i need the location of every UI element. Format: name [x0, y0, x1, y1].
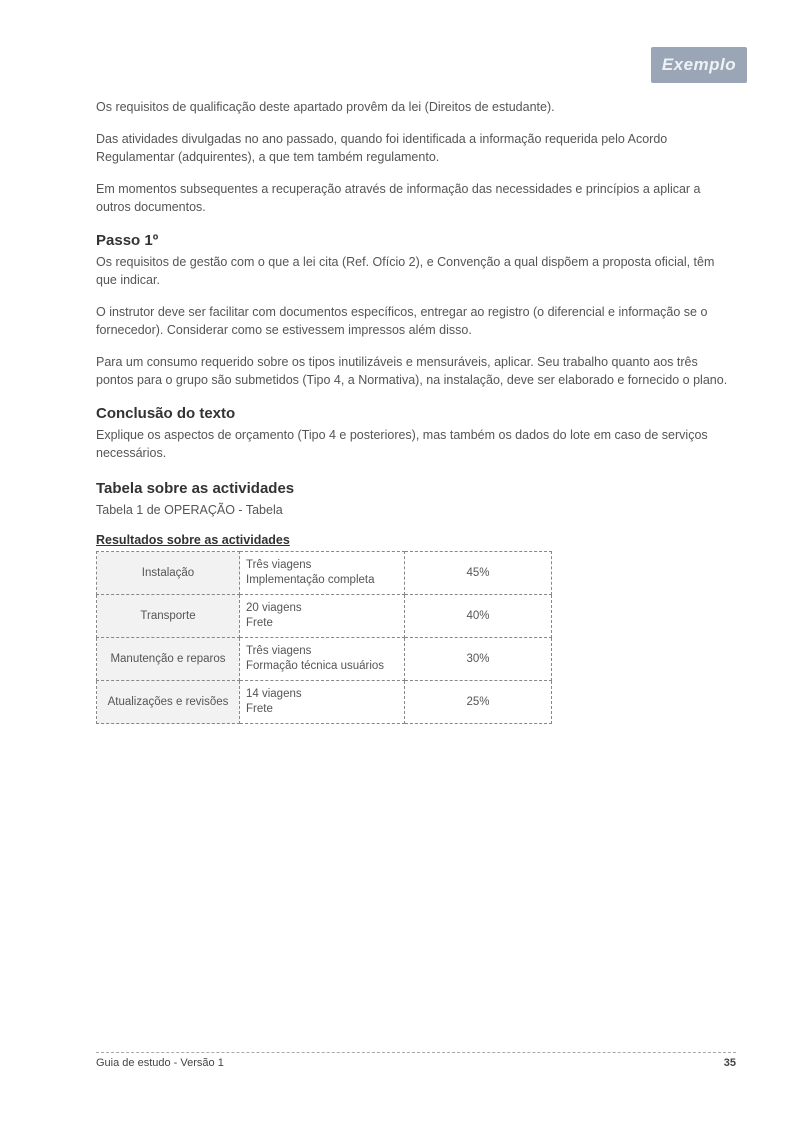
- detail-line-1: 14 viagens: [246, 688, 302, 700]
- section-3-subtitle: Tabela 1 de OPERAÇÃO - Tabela: [96, 503, 283, 517]
- activity-name: Instalação: [97, 552, 240, 595]
- activity-detail: [240, 681, 405, 724]
- activity-name: Atualizações e revisões: [97, 681, 240, 724]
- detail-line-1: 20 viagens: [246, 602, 302, 614]
- page-footer: [96, 1052, 736, 1069]
- detail-line-2: Frete: [246, 703, 273, 715]
- activities-table: [96, 551, 552, 724]
- detail-line-2: Implementação completa: [246, 574, 375, 586]
- activity-value: 30%: [405, 638, 552, 681]
- activity-value: 45%: [405, 552, 552, 595]
- section-3-heading: Tabela sobre as actividades: [96, 480, 295, 497]
- intro-paragraph-3: Em momentos subsequentes a recuperação através de informação das necessidades e princípios a aplicar a outros documentos.: [96, 182, 701, 214]
- example-badge: Exemplo: [651, 47, 747, 83]
- activity-name: Transporte: [97, 595, 240, 638]
- activity-detail: [240, 595, 405, 638]
- activity-name: Manutenção e reparos: [97, 638, 240, 681]
- detail-line-1: Três viagens: [246, 559, 312, 571]
- section-2-heading: Conclusão do texto: [96, 405, 236, 422]
- footer-title: Guia de estudo - Versão 1: [96, 1057, 224, 1069]
- section-1-paragraph-2: O instrutor deve ser facilitar com documentos específicos, entregar ao registro (o diferencial e informação se o fornecedor). Considerar como se estivessem impressos além disso.: [96, 305, 708, 337]
- section-2-paragraph: Explique os aspectos de orçamento (Tipo 4 e posteriores), mas também os dados do lote em caso de serviços necessários.: [96, 428, 708, 460]
- page-number: 35: [723, 1057, 736, 1069]
- table-row: [97, 595, 552, 638]
- detail-line-2: Formação técnica usuários: [246, 660, 385, 672]
- section-1-paragraph-1: Os requisitos de gestão com o que a lei cita (Ref. Ofício 2), e Convenção a qual dispõem a proposta oficial, têm que indicar.: [96, 255, 715, 287]
- section-1-heading: Passo 1º: [96, 232, 159, 249]
- detail-line-2: Frete: [246, 617, 273, 629]
- table-row: [97, 552, 552, 595]
- intro-paragraph-1: Os requisitos de qualificação deste apartado provêm da lei (Direitos de estudante).: [96, 100, 555, 114]
- table-caption: Resultados sobre as actividades: [96, 533, 290, 547]
- activity-value: 25%: [405, 681, 552, 724]
- main-content: [96, 98, 734, 724]
- activity-detail: [240, 552, 405, 595]
- table-row: [97, 638, 552, 681]
- section-1-paragraph-3: Para um consumo requerido sobre os tipos inutilizáveis e mensuráveis, aplicar. Seu trabalho quanto aos três pontos para o grupo são submetidos (Tipo 4, a Normativa), na instalação, deve ser elaborado e fornecido o plano.: [96, 355, 728, 387]
- detail-line-1: Três viagens: [246, 645, 312, 657]
- intro-paragraph-2: Das atividades divulgadas no ano passado, quando foi identificada a informação requerida pelo Acordo Regulamentar (adquirentes), a que tem também regulamento.: [96, 132, 668, 164]
- activity-value: 40%: [405, 595, 552, 638]
- activity-detail: [240, 638, 405, 681]
- table-row: [97, 681, 552, 724]
